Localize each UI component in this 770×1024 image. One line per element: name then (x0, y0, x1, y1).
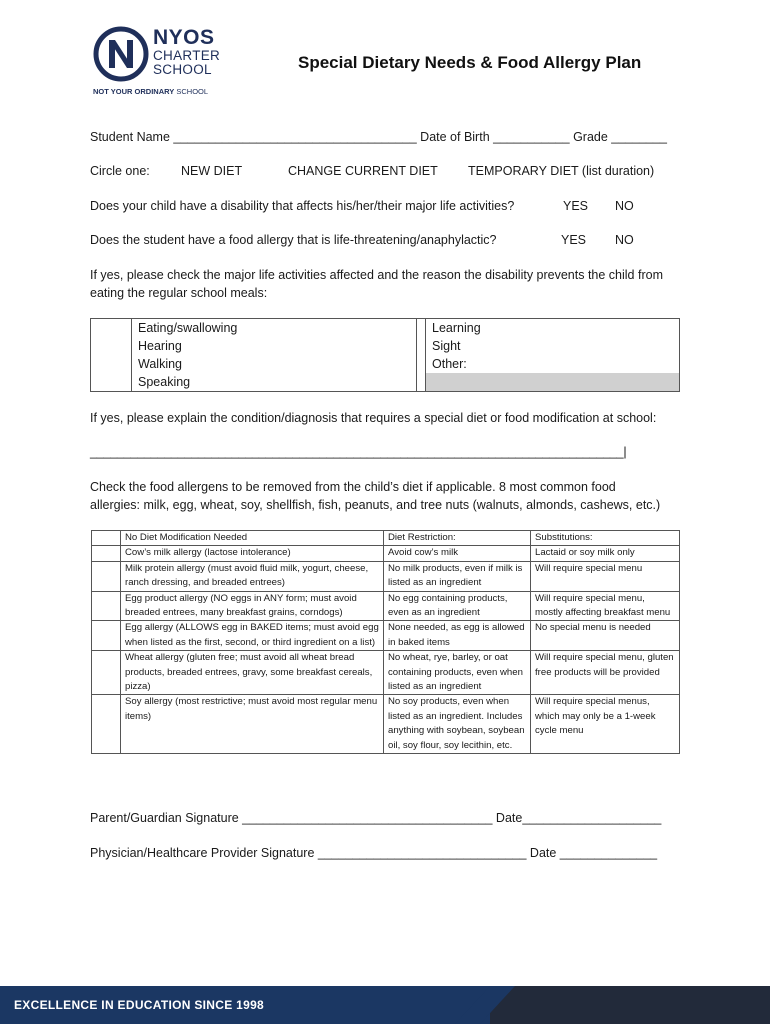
logo-line-1: CHARTER (153, 48, 221, 63)
q2-no-option[interactable]: NO (615, 233, 634, 247)
q2-yes-option[interactable]: YES (561, 233, 587, 247)
allergy-desc: Egg allergy (ALLOWS egg in BAKED items; must avoid egg when listed as the first, second, or third ingredient on a list) (121, 621, 384, 651)
allergy-restriction: Avoid cow’s milk (384, 546, 531, 561)
logo-tagline: NOT YOUR ORDINARY SCHOOL (93, 87, 209, 96)
allergy-substitution: Will require special menu, mostly affecting breakfast menu (531, 591, 680, 621)
activity-eating: Eating/swallowing (138, 321, 238, 335)
activity-learning: Learning (432, 321, 481, 335)
activity-walking: Walking (138, 357, 182, 371)
allergy-desc: Wheat allergy (gluten free; must avoid all wheat bread products, breaded entrees, gravy, some breakfast cereals, pizza) (121, 651, 384, 695)
row-checkbox[interactable] (92, 651, 121, 695)
allergy-table (91, 530, 680, 754)
row-checkbox[interactable] (92, 546, 121, 561)
row-checkbox[interactable] (92, 695, 121, 754)
logo-line-2: SCHOOL (153, 62, 212, 77)
activities-checkbox-cell-right[interactable] (417, 319, 426, 392)
row-checkbox[interactable] (92, 561, 121, 591)
allergy-substitution: No special menu is needed (531, 621, 680, 651)
table-row (92, 695, 680, 754)
allergy-desc: No Diet Modification Needed (121, 531, 384, 546)
allergy-substitution: Will require special menus, which may only be a 1-week cycle menu (531, 695, 680, 754)
condition-explain-line[interactable]: _______________________________________________________________________________| (90, 445, 627, 459)
activity-hearing: Hearing (138, 339, 182, 353)
school-logo-icon (93, 26, 149, 82)
allergy-desc: Egg product allergy (NO eggs in ANY form; must avoid breaded entrees, many breakfast grains, corndogs) (121, 591, 384, 621)
other-shaded-field[interactable] (426, 373, 679, 391)
table-row (92, 651, 680, 695)
student-info-line[interactable]: Student Name ___________________________________ Date of Birth ___________ Grade ________ (90, 130, 667, 144)
q1-yes-option[interactable]: YES (563, 199, 589, 213)
row-checkbox[interactable] (92, 531, 121, 546)
allergy-substitution: Will require special menu, gluten free products will be provided (531, 651, 680, 695)
allergy-restriction: No egg containing products, even as an ingredient (384, 591, 531, 621)
allergy-restriction: None needed, as egg is allowed in baked items (384, 621, 531, 651)
instructions-activities-2: eating the regular school meals: (90, 286, 268, 300)
option-temporary-diet[interactable]: TEMPORARY DIET (list duration) (468, 164, 655, 178)
instructions-allergens-2: allergies: milk, egg, wheat, soy, shellfish, fish, peanuts, and tree nuts (walnuts, almonds, cashews, etc.) (90, 498, 661, 512)
allergy-substitution: Substitutions: (531, 531, 680, 546)
allergy-desc: Cow’s milk allergy (lactose intolerance) (121, 546, 384, 561)
table-row (92, 591, 680, 621)
allergy-substitution: Lactaid or soy milk only (531, 546, 680, 561)
allergy-desc: Soy allergy (most restrictive; must avoid most regular menu items) (121, 695, 384, 754)
instructions-allergens-1: Check the food allergens to be removed from the child’s diet if applicable. 8 most common food (90, 480, 616, 494)
allergy-restriction: Diet Restriction: (384, 531, 531, 546)
q1-no-option[interactable]: NO (615, 199, 634, 213)
table-row (92, 531, 680, 546)
row-checkbox[interactable] (92, 621, 121, 651)
instructions-activities-1: If yes, please check the major life activities affected and the reason the disability prevents the child from (90, 268, 663, 282)
footer-motto: EXCELLENCE IN EDUCATION SINCE 1998 (14, 998, 265, 1012)
question-disability: Does your child have a disability that affects his/her/their major life activities? (90, 199, 515, 213)
row-checkbox[interactable] (92, 591, 121, 621)
allergy-restriction: No wheat, rye, barley, or oat containing products, even when listed as an ingredient (384, 651, 531, 695)
activity-other: Other: (432, 357, 467, 371)
footer-slant-shape (455, 986, 535, 1024)
instructions-condition: If yes, please explain the condition/diagnosis that requires a special diet or food modification at school: (90, 411, 657, 425)
parent-signature-line[interactable]: Parent/Guardian Signature ____________________________________ Date____________________ (90, 811, 662, 825)
option-change-diet[interactable]: CHANGE CURRENT DIET (288, 164, 438, 178)
question-food-allergy: Does the student have a food allergy that is life-threatening/anaphylactic? (90, 233, 497, 247)
activities-table (90, 318, 680, 392)
activity-sight: Sight (432, 339, 461, 353)
table-row (92, 561, 680, 591)
table-row (92, 546, 680, 561)
allergy-substitution: Will require special menu (531, 561, 680, 591)
logo-name: NYOS (153, 26, 215, 49)
allergy-restriction: No soy products, even when listed as an ingredient. Includes anything with soybean, soybean oil, soy flour, soy lecithin, etc. (384, 695, 531, 754)
activity-speaking: Speaking (138, 375, 191, 389)
allergy-restriction: No milk products, even if milk is listed as an ingredient (384, 561, 531, 591)
circle-one-label: Circle one: (90, 164, 150, 178)
page-title: Special Dietary Needs & Food Allergy Plan (298, 53, 642, 72)
table-row (92, 621, 680, 651)
option-new-diet[interactable]: NEW DIET (181, 164, 243, 178)
physician-signature-line[interactable]: Physician/Healthcare Provider Signature ______________________________ Date ______________ (90, 846, 658, 860)
allergy-desc: Milk protein allergy (must avoid fluid milk, yogurt, cheese, ranch dressing, and breaded entrees) (121, 561, 384, 591)
activities-checkbox-cell[interactable] (91, 319, 132, 392)
